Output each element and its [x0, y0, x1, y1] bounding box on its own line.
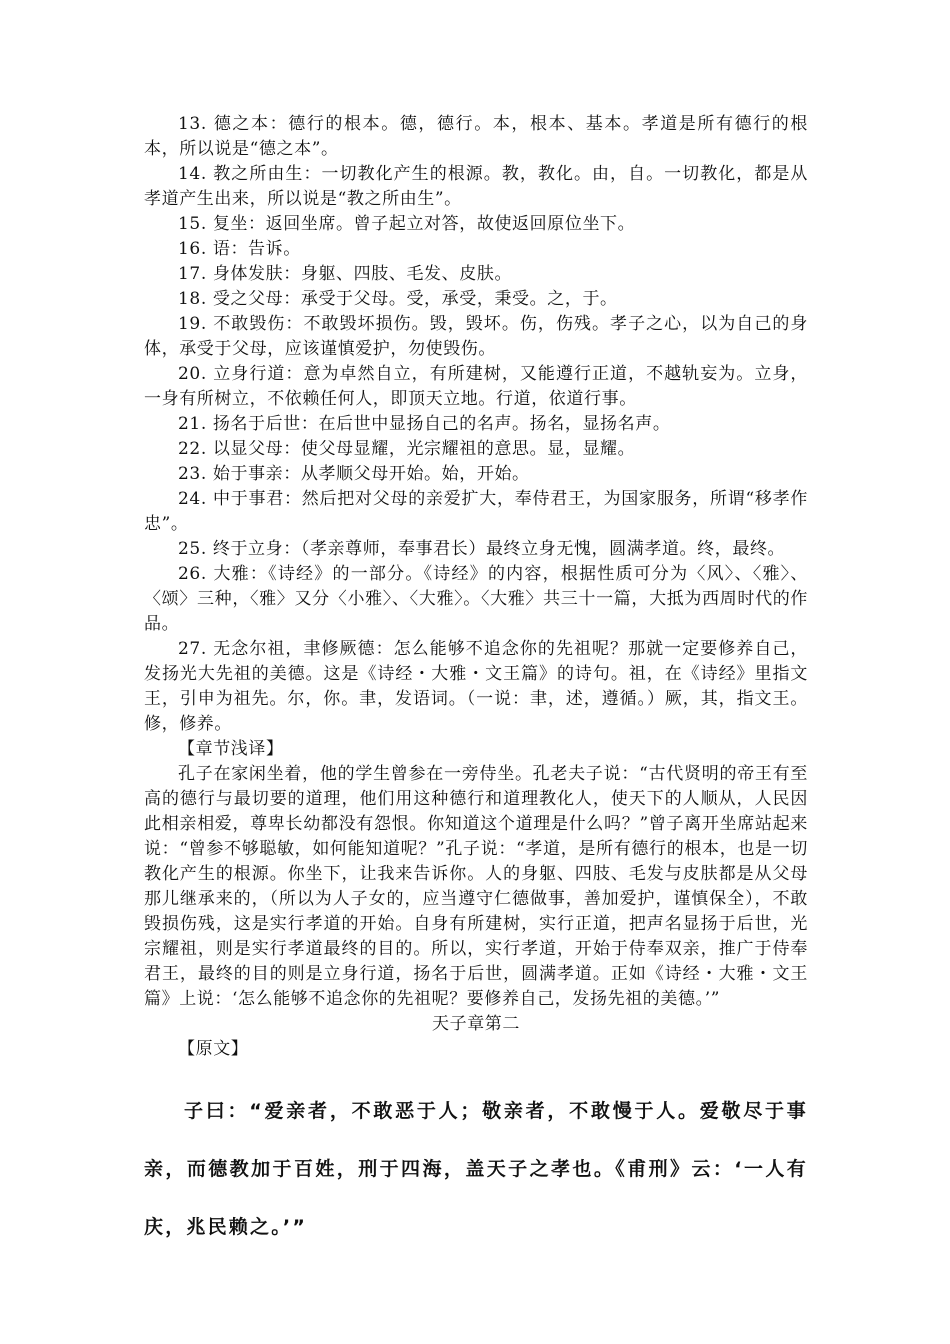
note-22: 22. 以显父母：使父母显耀，光宗耀祖的意思。显，显耀。 — [178, 439, 636, 459]
note-20: 20. 立身行道：意为卓然自立，有所建树，又能遵行正道，不越轨妄为。立身，一身有所树立，不依赖任何人，即顶天立地。行道，依道行事。 — [144, 364, 808, 409]
note-24: 24. 中于事君：然后把对父母的亲爱扩大，奉侍君王，为国家服务，所谓“移孝作忠”。 — [144, 489, 808, 534]
original-heading: 【原文】 — [178, 1039, 249, 1059]
note-25: 25. 终于立身：（孝亲尊师，奉事君长）最终立身无愧，圆满孝道。终，最终。 — [178, 539, 786, 559]
original-text: 子曰：“爱亲者，不敢恶于人；敬亲者，不敢慢于人。爱敬尽于事亲，而德教加于百姓，刑于四海，盖天子之孝也。《甫刑》云：‘一人有庆，兆民赖之。’” — [144, 1100, 808, 1238]
notes-list — [144, 112, 808, 737]
document-page — [144, 112, 808, 1256]
note-15: 15. 复坐：返回坐席。曾子起立对答，故使返回原位坐下。 — [178, 214, 636, 234]
note-16: 16. 语：告诉。 — [178, 239, 301, 259]
note-19: 19. 不敢毁伤：不敢毁坏损伤。毁，毁坏。伤，伤残。孝子之心，以为自己的身体，承受于父母，应该谨慎爱护，勿使毁伤。 — [144, 314, 808, 359]
note-23: 23. 始于事亲：从孝顺父母开始。始，开始。 — [178, 464, 530, 484]
note-21: 21. 扬名于后世：在后世中显扬自己的名声。扬名，显扬名声。 — [178, 414, 671, 434]
note-13: 13. 德之本：德行的根本。德，德行。本，根本、基本。孝道是所有德行的根本，所以说是“德之本”。 — [144, 114, 808, 159]
chapter-title: 天子章第二 — [432, 1014, 520, 1034]
note-27: 27. 无念尔祖，聿修厥德：怎么能够不追念你的先祖呢？那就一定要修养自己，发扬光大先祖的美德。这是《诗经・大雅・文王篇》的诗句。祖，在《诗经》里指文王，引申为祖先。尔，你。聿，发语词。（一说：聿，述，遵循。）厥，其，指文王。修，修养。 — [144, 639, 808, 734]
note-17: 17. 身体发肤：身躯、四肢、毛发、皮肤。 — [178, 264, 513, 284]
translation-paragraph: 孔子在家闲坐着，他的学生曾参在一旁侍坐。孔老夫子说：“古代贤明的帝王有至高的德行与最切要的道理，他们用这种德行和道理教化人，使天下的人顺从，人民因此相亲相爱，尊卑长幼都没有怨恨。你知道这个道理是什么吗？”曾子离开坐席站起来说：“曾参不够聪敏，如何能知道呢？”孔子说：“孝道，是所有德行的根本，也是一切教化产生的根源。你坐下，让我来告诉你。人的身躯、四肢、毛发与皮肤都是从父母那儿继承来的，（所以为人子女的，应当遵守仁德做事，善加爱护，谨慎保全），不敢毁损伤残，这是实行孝道的开始。自身有所建树，实行正道，把声名显扬于后世，光宗耀祖，则是实行孝道最终的目的。所以，实行孝道，开始于侍奉双亲，推广于侍奉君王，最终的目的则是立身行道，扬名于后世，圆满孝道。正如《诗经・大雅・文王篇》上说：‘怎么能够不追念你的先祖呢？要修养自己，发扬先祖的美德。’” — [144, 764, 808, 1009]
note-18: 18. 受之父母：承受于父母。受，承受，秉受。之，于。 — [178, 289, 618, 309]
note-14: 14. 教之所由生：一切教化产生的根源。教，教化。由，自。一切教化，都是从孝道产生出来，所以说是“教之所由生”。 — [144, 164, 808, 209]
note-26: 26. 大雅：《诗经》的一部分。《诗经》的内容，根据性质可分为〈风〉、〈雅〉、〈颂〉三种，〈雅〉又分〈小雅〉、〈大雅〉。〈大雅〉共三十一篇，大抵为西周时代的作品。 — [144, 564, 808, 634]
translation-heading: 【章节浅译】 — [178, 739, 284, 759]
